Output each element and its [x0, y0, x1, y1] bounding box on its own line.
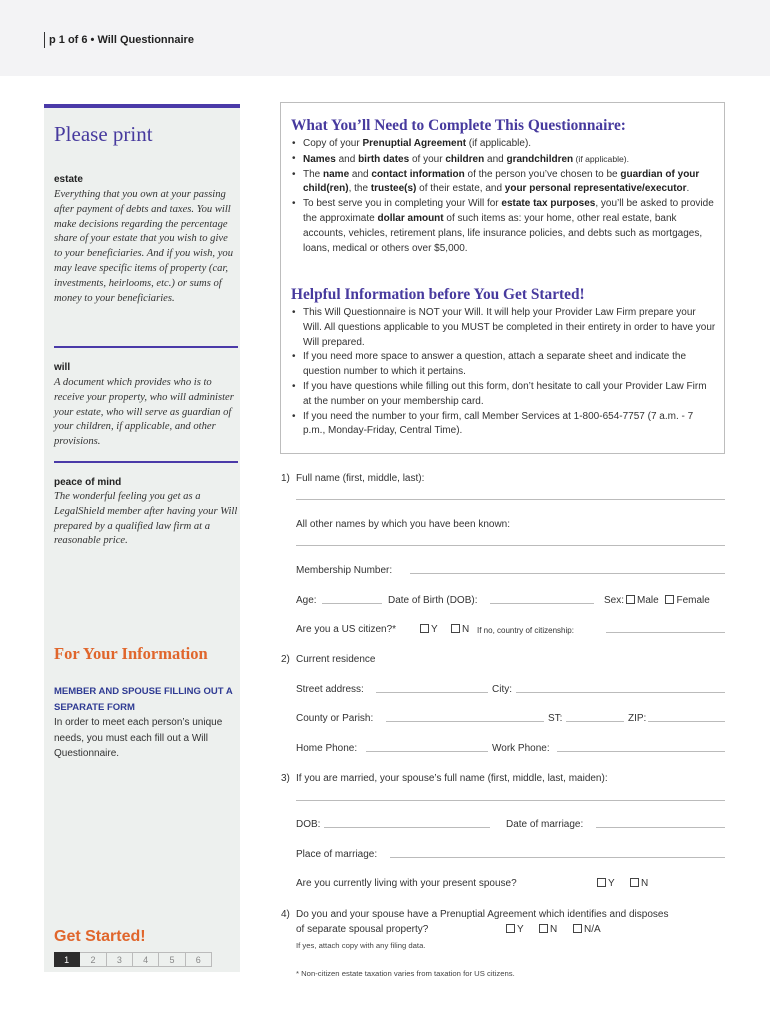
citizen-yes-checkbox[interactable]	[420, 624, 429, 633]
home-phone-field[interactable]	[366, 751, 488, 752]
question-4-number: 4)	[281, 909, 290, 920]
requirements-box	[280, 102, 725, 454]
other-names-field[interactable]	[296, 545, 725, 546]
fyi-subtitle: MEMBER AND SPOUSE FILLING OUT A SEPARATE FORM	[54, 686, 233, 713]
prenup-na-checkbox[interactable]	[573, 924, 582, 933]
sidebar-title: Please print	[54, 122, 153, 146]
fyi-body: In order to meet each person’s unique needs, you must each fill out a Will Questionnaire.	[54, 717, 223, 759]
sex-label: Sex: Male Female	[604, 595, 710, 606]
requirements-list	[291, 137, 716, 256]
prenup-yes-checkbox[interactable]	[506, 924, 515, 933]
membership-label: Membership Number:	[296, 565, 393, 576]
marriage-date-field[interactable]	[596, 827, 725, 828]
sidebar-accent-bar	[44, 104, 240, 108]
city-field[interactable]	[516, 692, 725, 693]
home-phone-label: Home Phone:	[296, 743, 358, 754]
citizen-no-checkbox[interactable]	[451, 624, 460, 633]
spouse-dob-label: DOB:	[296, 819, 321, 830]
county-field[interactable]	[386, 721, 544, 722]
age-field[interactable]	[322, 603, 382, 604]
definition-peace-of-mind: The wonderful feeling you get as a LegalShield member after having your Will prepared by a qualified law firm at a reasonable price.	[54, 491, 238, 547]
state-label: ST:	[548, 713, 563, 724]
question-1-number: 1)	[281, 473, 290, 484]
list-item: • This Will Questionnaire is NOT your Will. It will help your Provider Law Firm prepare your Will. All questions applicable to you MUST be completed in their entirety in order to have your Will prepared.	[291, 306, 716, 350]
living-yes-checkbox[interactable]	[597, 878, 606, 887]
definition-estate: Everything that you own at your passing after payment of debts and taxes. You will make decisions regarding the percentage share of your estate that you wish to give to your beneficiaries. And if you wish, you may leave specific items of property (car, investments, heirlooms, etc.) or sums of money to your beneficiaries.	[54, 189, 233, 304]
list-item: • Copy of your Prenuptial Agreement (if applicable).	[291, 137, 716, 152]
page-4-tab[interactable]: 4	[133, 952, 159, 967]
page-label: p 1 of 6 • Will Questionnaire	[44, 32, 194, 48]
female-checkbox[interactable]	[665, 595, 674, 604]
prenup-note: If yes, attach copy with any filing data.	[296, 941, 426, 950]
question-2-number: 2)	[281, 654, 290, 665]
spouse-dob-field[interactable]	[324, 827, 490, 828]
requirements-heading: What You’ll Need to Complete This Questionnaire:	[291, 117, 626, 134]
spouse-name-field[interactable]	[296, 800, 725, 801]
term-will: will	[54, 362, 71, 373]
list-item: • If you need more space to answer a question, attach a separate sheet and indicate the question number to which it pertains.	[291, 350, 716, 380]
fyi-title: For Your Information	[54, 644, 208, 663]
full-name-field[interactable]	[296, 499, 725, 500]
term-peace-of-mind: peace of mind	[54, 477, 122, 488]
us-citizen-label: Are you a US citizen?*	[296, 624, 397, 635]
membership-number-field[interactable]	[410, 573, 725, 574]
page-3-tab[interactable]: 3	[107, 952, 133, 967]
list-item: • To best serve you in completing your Will for estate tax purposes, you’ll be asked to provide the approximate dollar amount of such items as: your home, other real estate, bank accounts, vehicles, retirement plans, life insurance policies, and debts such as mortgages, loans, medical or others over $5,000.	[291, 197, 716, 256]
other-names-label: All other names by which you have been known:	[296, 519, 511, 530]
state-field[interactable]	[566, 721, 624, 722]
marriage-date-label: Date of marriage:	[506, 819, 584, 830]
city-label: City:	[492, 684, 512, 695]
country-label: If no, country of citizenship:	[477, 626, 574, 635]
sidebar-divider	[54, 346, 238, 348]
prenup-no-checkbox[interactable]	[539, 924, 548, 933]
question-3-number: 3)	[281, 773, 290, 784]
page-1-tab[interactable]: 1	[54, 952, 80, 967]
spouse-name-label: If you are married, your spouse’s full name (first, middle, last, maiden):	[296, 773, 608, 784]
street-field[interactable]	[376, 692, 488, 693]
definition-will: A document which provides who is to receive your property, who will administer your estate, who will serve as guardian of your children, if applicable, and other provisions.	[54, 377, 234, 448]
get-started-heading: Get Started!	[54, 928, 146, 945]
male-checkbox[interactable]	[626, 595, 635, 604]
list-item: • Names and birth dates of your children and grandchildren (if applicable).	[291, 152, 716, 168]
page-2-tab[interactable]: 2	[80, 952, 106, 967]
prenup-na-option: N/A	[573, 924, 601, 935]
dob-label: Date of Birth (DOB):	[388, 595, 478, 606]
list-item: • The name and contact information of the person you’ve chosen to be guardian of your child(ren), the trustee(s) of their estate, and your personal representative/executor.	[291, 168, 716, 198]
street-label: Street address:	[296, 684, 364, 695]
list-item: • If you need the number to your firm, call Member Services at 1-800-654-7757 (7 a.m. - 7 p.m., Monday-Friday, Central Time).	[291, 410, 716, 440]
residence-label: Current residence	[296, 654, 376, 665]
dob-field[interactable]	[490, 603, 594, 604]
prenup-no-option: N	[539, 924, 557, 935]
marriage-place-field[interactable]	[390, 857, 725, 858]
zip-label: ZIP:	[628, 713, 647, 724]
marriage-place-label: Place of marriage:	[296, 849, 378, 860]
full-name-label: Full name (first, middle, last):	[296, 473, 425, 484]
page-6-tab[interactable]: 6	[186, 952, 212, 967]
county-label: County or Parish:	[296, 713, 374, 724]
country-field[interactable]	[606, 632, 725, 633]
sidebar-divider	[54, 461, 238, 463]
zip-field[interactable]	[648, 721, 725, 722]
living-no-checkbox[interactable]	[630, 878, 639, 887]
prenup-question-line1: Do you and your spouse have a Prenuptial Agreement which identifies and disposes	[296, 909, 669, 920]
page-indicator	[54, 952, 212, 967]
citizen-yes-option: Y	[420, 624, 438, 635]
prenup-yes-option: Y	[506, 924, 524, 935]
living-with-spouse-label: Are you currently living with your present spouse?	[296, 878, 517, 889]
helpful-info-heading: Helpful Information before You Get Started!	[291, 286, 585, 303]
list-item: • If you have questions while filling out this form, don’t hesitate to call your Provider Law Firm at the number on your membership card.	[291, 380, 716, 410]
living-no-option: N	[630, 878, 648, 889]
footnote: * Non-citizen estate taxation varies from taxation for US citizens.	[296, 969, 515, 978]
page-5-tab[interactable]: 5	[159, 952, 185, 967]
prenup-question-line2: of separate spousal property?	[296, 924, 429, 935]
sidebar	[44, 104, 240, 972]
helpful-info-list	[291, 306, 716, 439]
living-yes-option: Y	[597, 878, 615, 889]
citizen-no-option: N	[451, 624, 469, 635]
term-estate: estate	[54, 174, 83, 185]
age-label: Age:	[296, 595, 317, 606]
work-phone-field[interactable]	[557, 751, 725, 752]
work-phone-label: Work Phone:	[492, 743, 550, 754]
